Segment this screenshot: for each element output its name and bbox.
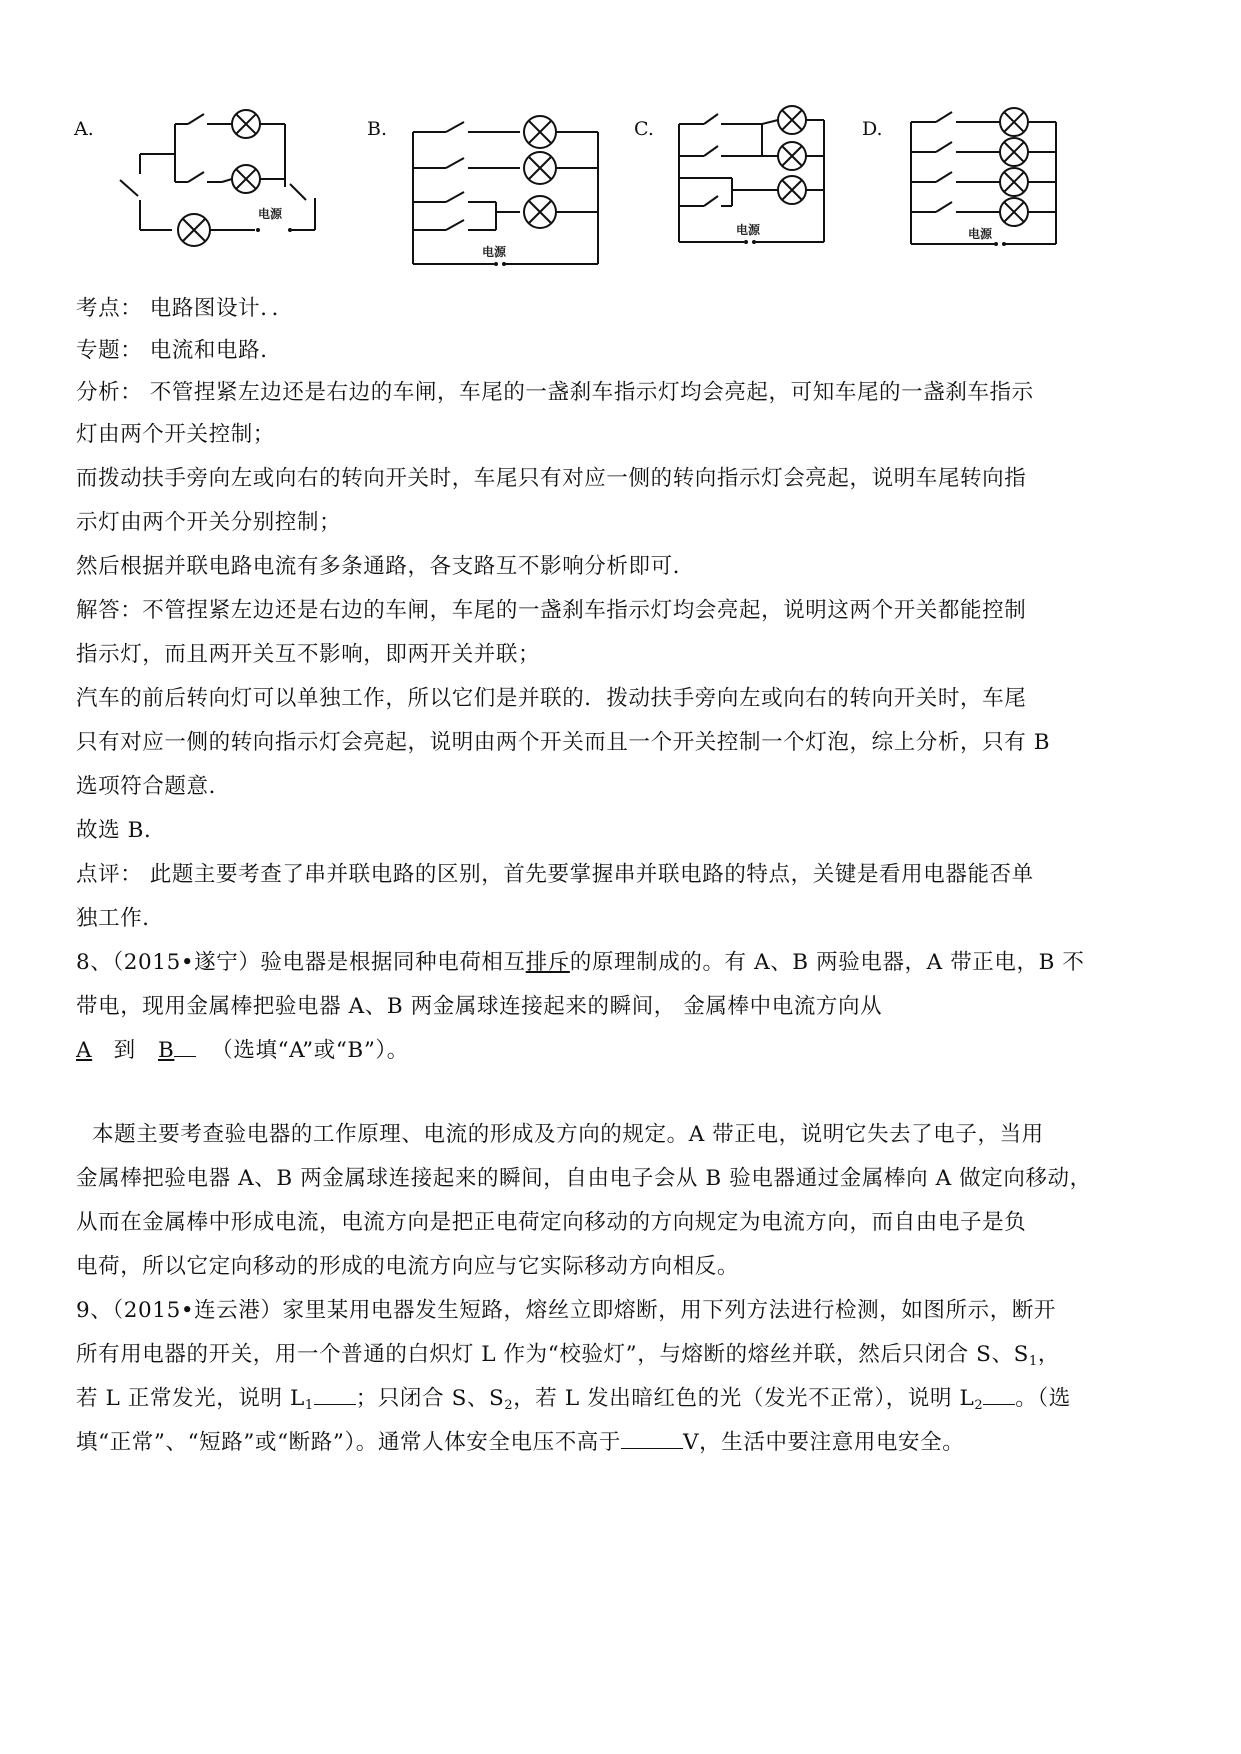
power-source-label-b: 电源: [482, 245, 507, 259]
jieda-line-3: 汽车的前后转向灯可以单独工作，所以它们是并联的．拨动扶手旁向左或向右的转向开关时，车尾: [76, 686, 1027, 711]
fenxi-line-1: 分析： 不管捏紧左边还是右边的车闸，车尾的一盏刹车指示灯均会亮起，可知车尾的一盏刹车指示: [76, 380, 1034, 405]
option-b-label: B.: [367, 118, 388, 140]
q8-answer-to: B: [158, 1038, 175, 1063]
explain-line-3: 从而在金属棒中形成电流，电流方向是把正电荷定向移动的方向规定为电流方向，而自由电子是负: [76, 1210, 1027, 1235]
fenxi-line-3: 而拨动扶手旁向左或向右的转向开关时，车尾只有对应一侧的转向指示灯会亮起，说明车尾转向指: [76, 466, 1027, 491]
dianping-line-1: 点评： 此题主要考查了串并联电路的区别，首先要掌握串并联电路的特点，关键是看用电器能否单: [76, 862, 1034, 887]
jieda-line-4: 只有对应一侧的转向指示灯会亮起，说明由两个开关而且一个开关控制一个灯泡，综上分析，只有 B: [76, 730, 1051, 755]
q9-line-3-a: 若 L 正常发光，说明 L: [76, 1386, 305, 1411]
q9-line-2-sub: 1: [1028, 1354, 1038, 1369]
q9-line-2-text: 所有用电器的开关，用一个普通的白炽灯 L 作为“校验灯”，与熔断的熔丝并联，然后只闭合 S、S: [76, 1342, 1029, 1367]
q9-line-2-end: ，: [1037, 1342, 1060, 1367]
fenxi-line-5: 然后根据并联电路电流有多条通路，各支路互不影响分析即可．: [76, 554, 695, 579]
circuit-diagram-b: [408, 112, 608, 276]
q9-line-2: [76, 1340, 1060, 1377]
circuit-diagram-a: [110, 112, 330, 266]
q9-blank-l2[interactable]: [983, 1386, 1015, 1405]
q9-line-4-a: 填“正常”、“短路”或“断路”）。通常人体安全电压不高于: [76, 1430, 622, 1455]
dianping-line-2: 独工作．: [76, 906, 165, 931]
explain-line-4: 电荷，所以它定向移动的形成的电流方向应与它实际移动方向相反。: [76, 1254, 740, 1279]
zhuanti-line: 专题： 电流和电路．: [76, 338, 283, 363]
fenxi-line-4: 示灯由两个开关分别控制；: [76, 510, 342, 535]
power-source-label-c: 电源: [736, 223, 761, 237]
q8-answer-repel: 排斥: [525, 950, 570, 975]
guxuan-line: 故选 B．: [76, 818, 167, 843]
q9-line-3-d: 。（选: [1015, 1386, 1071, 1411]
option-d-label: D.: [862, 118, 883, 140]
q8-line-3: [76, 1036, 409, 1066]
q9-line-3: [76, 1384, 1071, 1421]
q9-sub-s2: 2: [504, 1398, 514, 1413]
q8-hint: （选填“A”或“B”）。: [211, 1038, 409, 1063]
circuit-diagram-d: [906, 112, 1066, 256]
option-a-label: A.: [74, 118, 94, 140]
jieda-line-2: 指示灯，而且两开关互不影响，即两开关并联；: [76, 642, 541, 667]
q9-sub-l2: 2: [974, 1398, 984, 1413]
q8-line-1: [76, 948, 1085, 978]
circuit-diagram-c: [674, 112, 834, 256]
q8-to-word: 到: [113, 1038, 136, 1063]
q8-line-2: 带电，现用金属棒把验电器 A、B 两金属球连接起来的瞬间， 金属棒中电流方向从: [76, 994, 883, 1019]
q9-sub-l1: 1: [304, 1398, 314, 1413]
power-source-label-d: 电源: [968, 227, 993, 241]
q8-answer-from: A: [76, 1038, 93, 1063]
q9-line-3-b: ；只闭合 S、S: [355, 1386, 505, 1411]
power-source-label-a: 电源: [258, 207, 283, 221]
jieda-line-5: 选项符合题意．: [76, 774, 231, 799]
jieda-line-1: 解答：不管捏紧左边还是右边的车闸，车尾的一盏刹车指示灯均会亮起，说明这两个开关都能控制: [76, 598, 1027, 623]
explain-line-2: 金属棒把验电器 A、B 两金属球连接起来的瞬间，自由电子会从 B 验电器通过金属棒向 A 做定向移动，: [76, 1166, 1092, 1191]
q8-text-b: 的原理制成的。有 A、B 两验电器，A 带正电，B 不: [569, 950, 1085, 975]
option-c-label: C.: [634, 118, 654, 140]
q9-line-3-c: ，若 L 发出暗红色的光（发光不正常），说明 L: [513, 1386, 975, 1411]
q9-blank-voltage[interactable]: [621, 1430, 683, 1449]
q8-text-a: 8、（2015•遂宁）验电器是根据同种电荷相互: [76, 950, 526, 975]
q9-blank-l1[interactable]: [314, 1386, 356, 1405]
q9-line-4-b: V，生活中要注意用电安全。: [683, 1430, 965, 1455]
fenxi-line-2: 灯由两个开关控制；: [76, 422, 275, 447]
kaodian-line: 考点： 电路图设计．．: [76, 296, 294, 321]
q9-line-1: 9、（2015•连云港）家里某用电器发生短路，熔丝立即熔断，用下列方法进行检测，如图所示，断开: [76, 1298, 1057, 1323]
explain-line-1: 本题主要考查验电器的工作原理、电流的形成及方向的规定。A 带正电，说明它失去了电子，当用: [92, 1122, 1044, 1147]
q9-line-4: [76, 1428, 964, 1458]
